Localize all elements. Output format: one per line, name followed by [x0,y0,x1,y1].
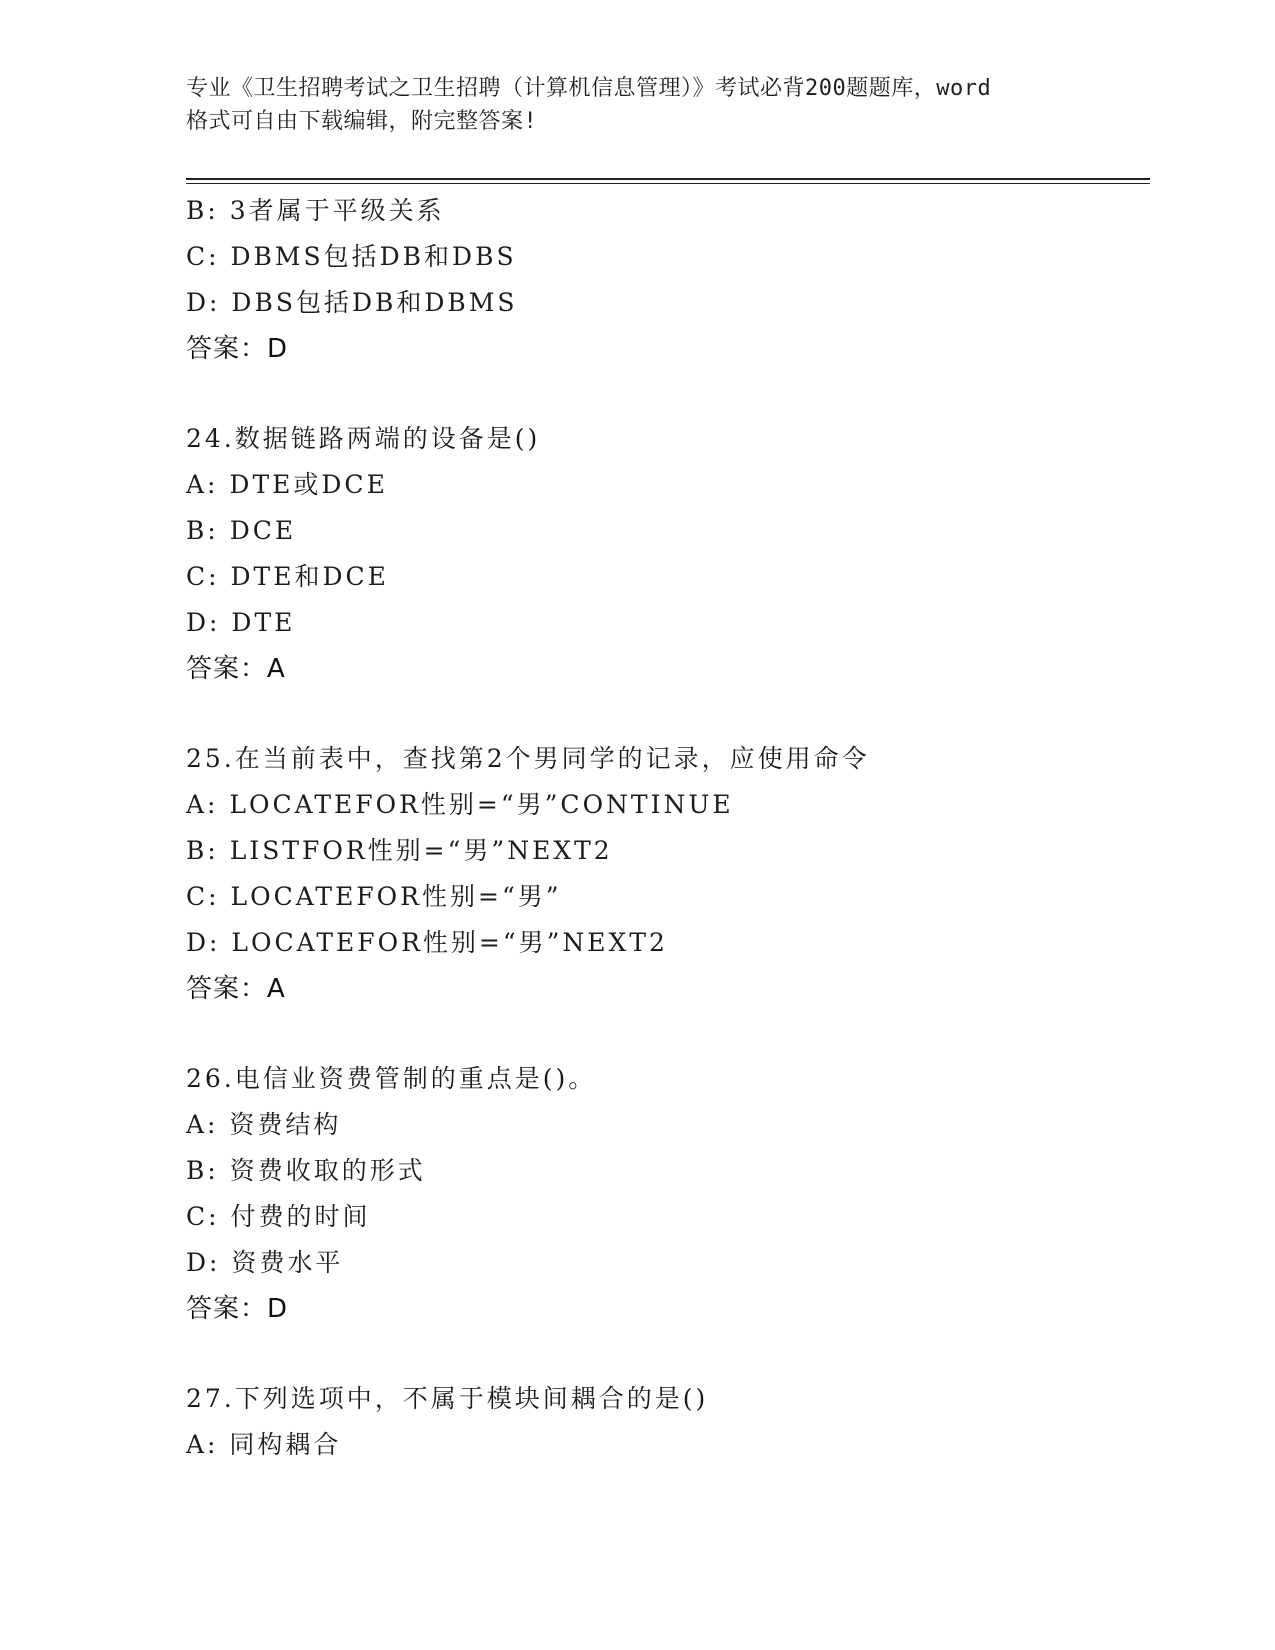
option-c: C: LOCATEFOR性别=“男” [186,882,562,911]
option-a: A: 资费结构 [186,1110,342,1139]
question-block-23 [186,188,1146,372]
question-text: 25.在当前表中，查找第2个男同学的记录，应使用命令 [186,744,870,773]
option-a: A: 同构耦合 [186,1430,342,1459]
option-b: B: DCE [186,516,297,545]
header-divider-thin [186,183,1150,184]
answer-line: 答案：D [186,1294,289,1324]
option-d: D: DBS包括DB和DBMS [186,288,518,317]
option-a: A: DTE或DCE [186,470,388,499]
option-d: D: DTE [186,608,296,637]
option-d: D: LOCATEFOR性别=“男”NEXT2 [186,928,668,957]
question-text: 24.数据链路两端的设备是() [186,424,541,453]
answer-line: 答案：A [186,974,286,1004]
question-text: 26.电信业资费管制的重点是()。 [186,1064,597,1093]
question-list [186,188,1146,1468]
question-block-26 [186,1056,1146,1332]
header-divider-thick [186,178,1150,180]
option-c: C: DTE和DCE [186,562,389,591]
header-line-2: 格式可自由下载编辑，附完整答案! [186,109,538,134]
option-b: B: 3者属于平级关系 [186,196,445,225]
option-c: C: DBMS包括DB和DBS [186,242,517,271]
question-text: 27.下列选项中，不属于模块间耦合的是() [186,1384,709,1413]
question-block-24 [186,416,1146,692]
document-header [186,72,1086,138]
option-a: A: LOCATEFOR性别=“男”CONTINUE [186,790,734,819]
option-d: D: 资费水平 [186,1248,344,1277]
answer-line: 答案：A [186,654,286,684]
option-c: C: 付费的时间 [186,1202,371,1231]
header-line-1: 专业《卫生招聘考试之卫生招聘（计算机信息管理）》考试必背200题题库，word [186,76,992,101]
option-b: B: LISTFOR性别=“男”NEXT2 [186,836,613,865]
answer-line: 答案：D [186,334,289,364]
question-block-25 [186,736,1146,1012]
question-block-27 [186,1376,1146,1468]
option-b: B: 资费收取的形式 [186,1156,426,1185]
